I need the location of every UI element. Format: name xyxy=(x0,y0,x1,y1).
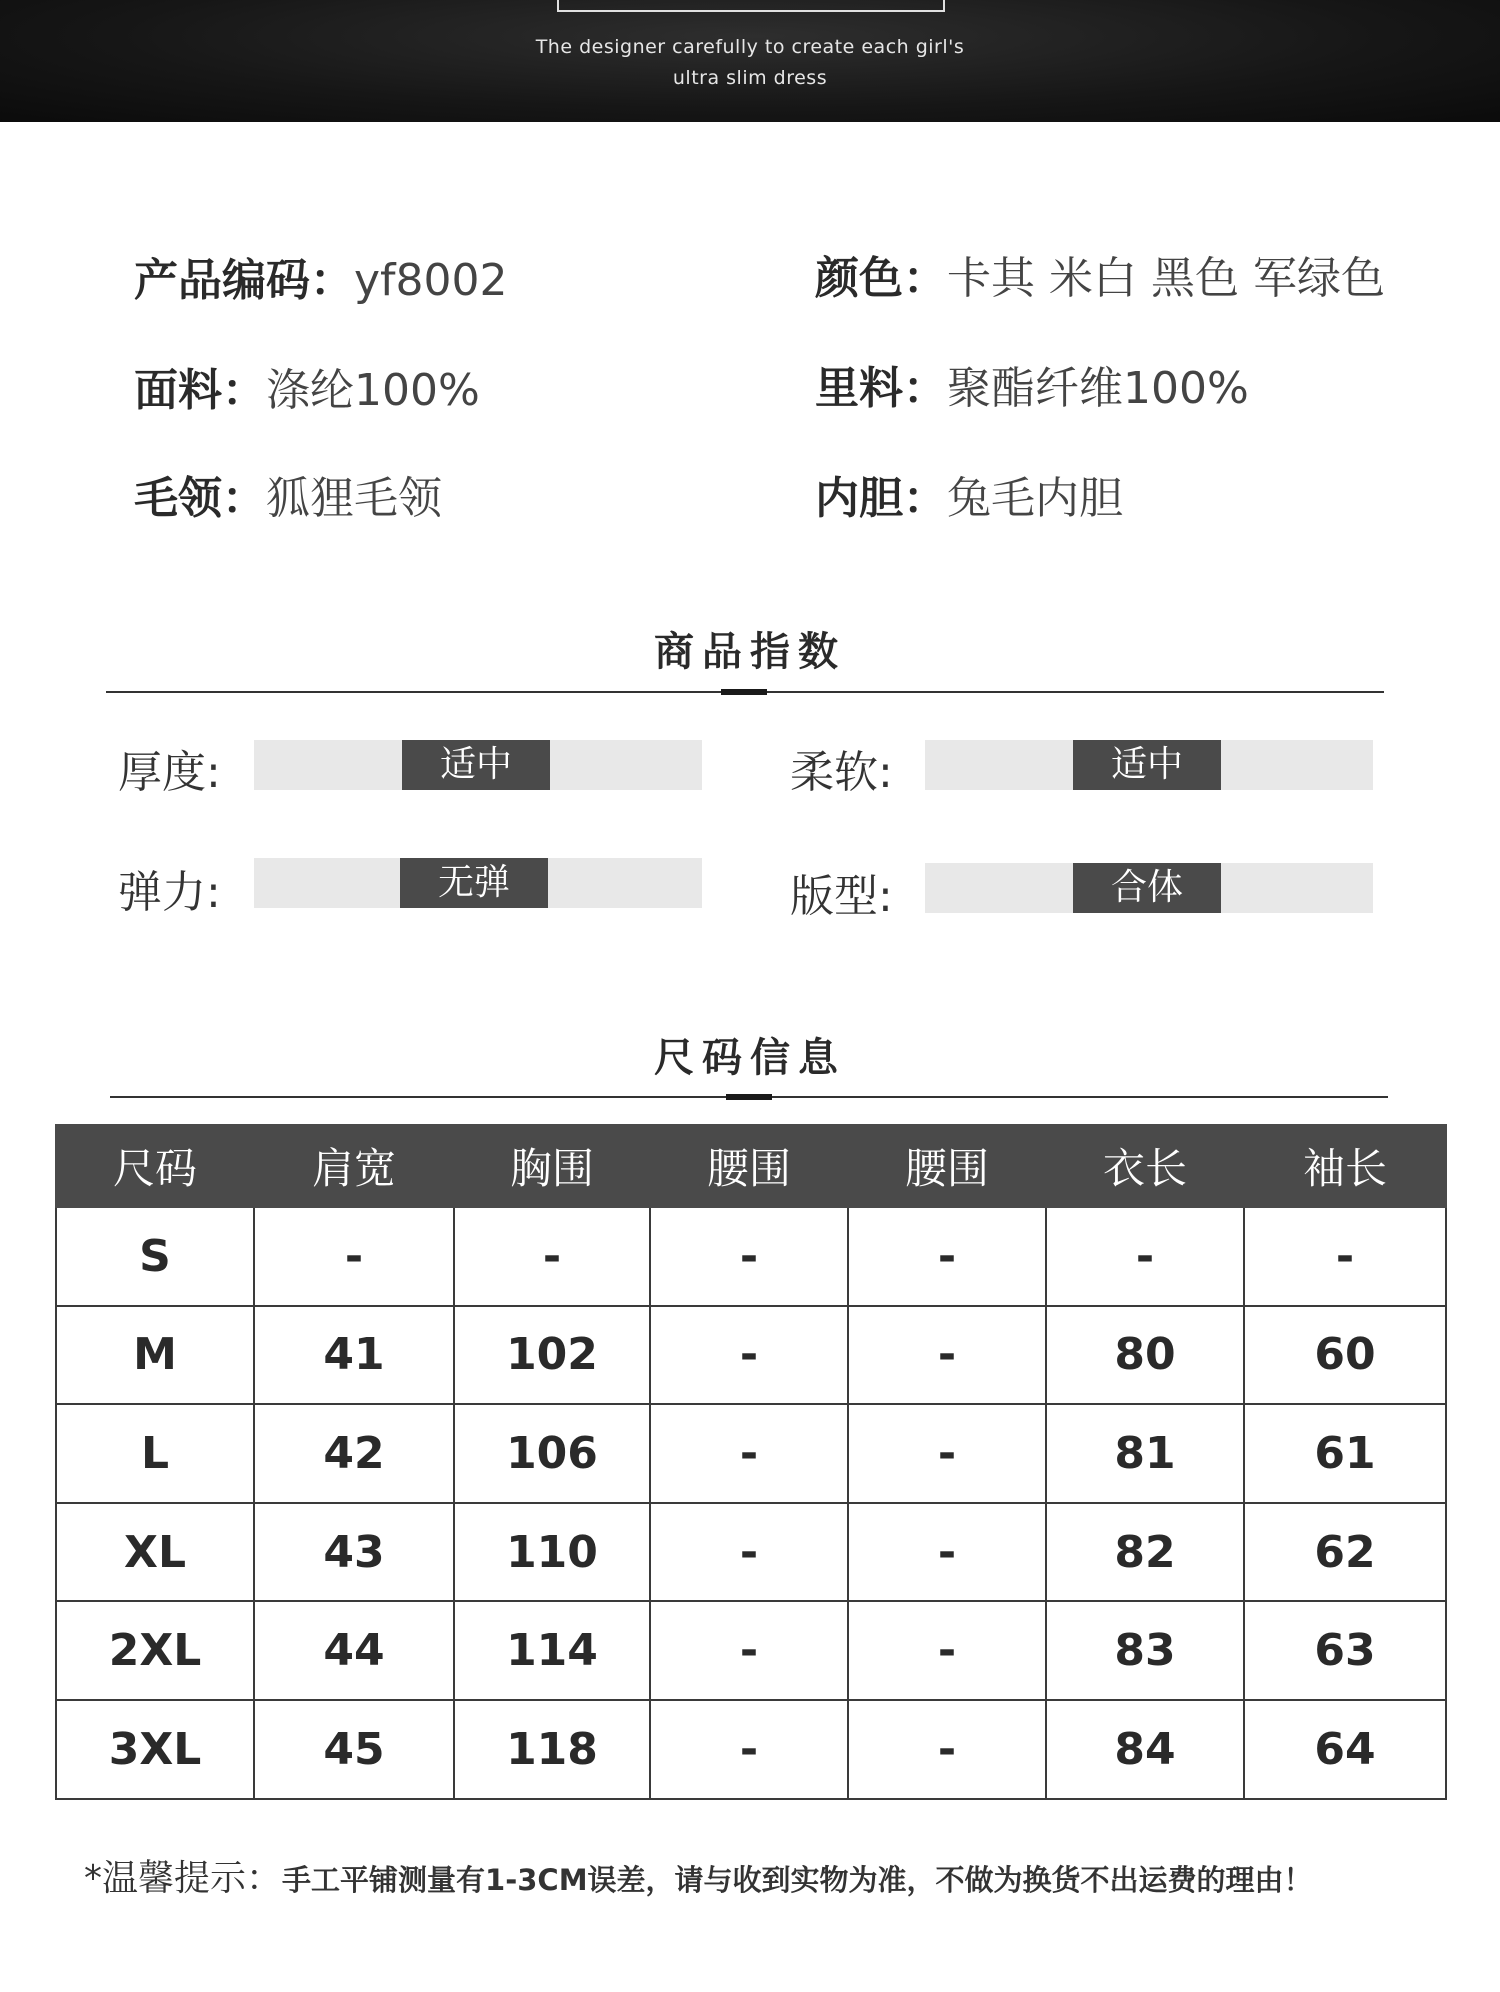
table-header-row xyxy=(56,1125,1446,1207)
table-cell: 61 xyxy=(1244,1404,1446,1503)
info-color xyxy=(815,242,1385,306)
info-label: 里料： xyxy=(815,363,947,414)
index-label-softness: 柔软: xyxy=(790,747,893,798)
info-value: 涤纶100% xyxy=(266,365,480,416)
top-banner xyxy=(0,0,1500,122)
table-cell: 82 xyxy=(1046,1503,1244,1602)
info-label: 内胆： xyxy=(815,473,947,524)
table-row xyxy=(56,1700,1446,1799)
table-cell: 106 xyxy=(454,1404,650,1503)
index-label-elasticity: 弹力: xyxy=(118,867,221,918)
table-cell: - xyxy=(848,1601,1046,1700)
index-section-title: 商品指数 xyxy=(654,629,846,675)
banner-tagline-2: ultra slim dress xyxy=(672,67,828,89)
index-section-marker xyxy=(721,689,767,695)
table-cell: 110 xyxy=(454,1503,650,1602)
table-cell: - xyxy=(848,1700,1046,1799)
table-cell: 81 xyxy=(1046,1404,1244,1503)
info-product-code xyxy=(134,244,508,308)
table-cell: 114 xyxy=(454,1601,650,1700)
index-value-softness: 适中 xyxy=(1073,740,1221,790)
table-row xyxy=(56,1207,1446,1306)
table-cell: 44 xyxy=(254,1601,454,1700)
index-value-thickness: 适中 xyxy=(402,740,550,790)
size-section-title: 尺码信息 xyxy=(654,1035,846,1081)
info-value: 兔毛内胆 xyxy=(947,473,1123,524)
index-label-fit: 版型: xyxy=(790,871,893,922)
index-value-elasticity: 无弹 xyxy=(400,858,548,908)
table-cell: - xyxy=(848,1207,1046,1306)
info-value: 狐狸毛领 xyxy=(266,473,442,524)
table-cell: - xyxy=(650,1503,848,1602)
table-cell: - xyxy=(1244,1207,1446,1306)
info-value: 卡其 米白 黑色 军绿色 xyxy=(947,253,1385,304)
table-row xyxy=(56,1503,1446,1602)
info-label: 颜色： xyxy=(815,253,947,304)
table-cell: - xyxy=(848,1306,1046,1405)
table-cell: - xyxy=(454,1207,650,1306)
info-liner xyxy=(815,462,1123,526)
header-size: 尺码 xyxy=(56,1125,254,1207)
table-cell: - xyxy=(1046,1207,1244,1306)
info-value: 聚酯纤维100% xyxy=(947,363,1249,414)
table-cell: 118 xyxy=(454,1700,650,1799)
size-table xyxy=(55,1124,1447,1800)
index-label-thickness: 厚度: xyxy=(118,747,221,798)
table-cell: 63 xyxy=(1244,1601,1446,1700)
table-cell: - xyxy=(848,1503,1046,1602)
table-cell: - xyxy=(650,1404,848,1503)
table-cell: S xyxy=(56,1207,254,1306)
table-cell: - xyxy=(254,1207,454,1306)
header-shoulder: 肩宽 xyxy=(254,1125,454,1207)
table-cell: XL xyxy=(56,1503,254,1602)
note-prefix: *温馨提示： xyxy=(84,1858,283,1899)
header-waist: 腰围 xyxy=(650,1125,848,1207)
table-cell: 45 xyxy=(254,1700,454,1799)
table-cell: 62 xyxy=(1244,1503,1446,1602)
table-cell: 42 xyxy=(254,1404,454,1503)
index-value-fit: 合体 xyxy=(1073,863,1221,913)
info-label: 产品编码： xyxy=(134,255,354,306)
table-cell: - xyxy=(848,1404,1046,1503)
info-label: 毛领： xyxy=(134,473,266,524)
header-length: 衣长 xyxy=(1046,1125,1244,1207)
table-cell: 3XL xyxy=(56,1700,254,1799)
note-text: 手工平铺测量有1-3CM误差，请与收到实物为准，不做为换货不出运费的理由！ xyxy=(282,1863,1313,1897)
table-cell: 43 xyxy=(254,1503,454,1602)
table-cell: - xyxy=(650,1306,848,1405)
size-section-marker xyxy=(726,1094,772,1100)
info-label: 面料： xyxy=(134,365,266,416)
table-cell: - xyxy=(650,1700,848,1799)
table-row xyxy=(56,1601,1446,1700)
table-cell: 60 xyxy=(1244,1306,1446,1405)
table-cell: 41 xyxy=(254,1306,454,1405)
header-waist-2: 腰围 xyxy=(848,1125,1046,1207)
info-lining xyxy=(815,352,1249,416)
table-cell: 102 xyxy=(454,1306,650,1405)
table-cell: - xyxy=(650,1601,848,1700)
info-value: yf8002 xyxy=(354,255,508,306)
header-sleeve: 袖长 xyxy=(1244,1125,1446,1207)
info-collar xyxy=(134,462,442,526)
table-row xyxy=(56,1404,1446,1503)
header-chest: 胸围 xyxy=(454,1125,650,1207)
banner-frame xyxy=(557,0,945,12)
measurement-note xyxy=(84,1850,1313,1901)
table-cell: 2XL xyxy=(56,1601,254,1700)
table-cell: L xyxy=(56,1404,254,1503)
table-cell: 84 xyxy=(1046,1700,1244,1799)
table-cell: 64 xyxy=(1244,1700,1446,1799)
table-row xyxy=(56,1306,1446,1405)
table-cell: 80 xyxy=(1046,1306,1244,1405)
table-cell: M xyxy=(56,1306,254,1405)
banner-tagline-1: The designer carefully to create each girl's xyxy=(535,36,965,58)
table-cell: - xyxy=(650,1207,848,1306)
info-fabric xyxy=(134,354,480,418)
table-cell: 83 xyxy=(1046,1601,1244,1700)
